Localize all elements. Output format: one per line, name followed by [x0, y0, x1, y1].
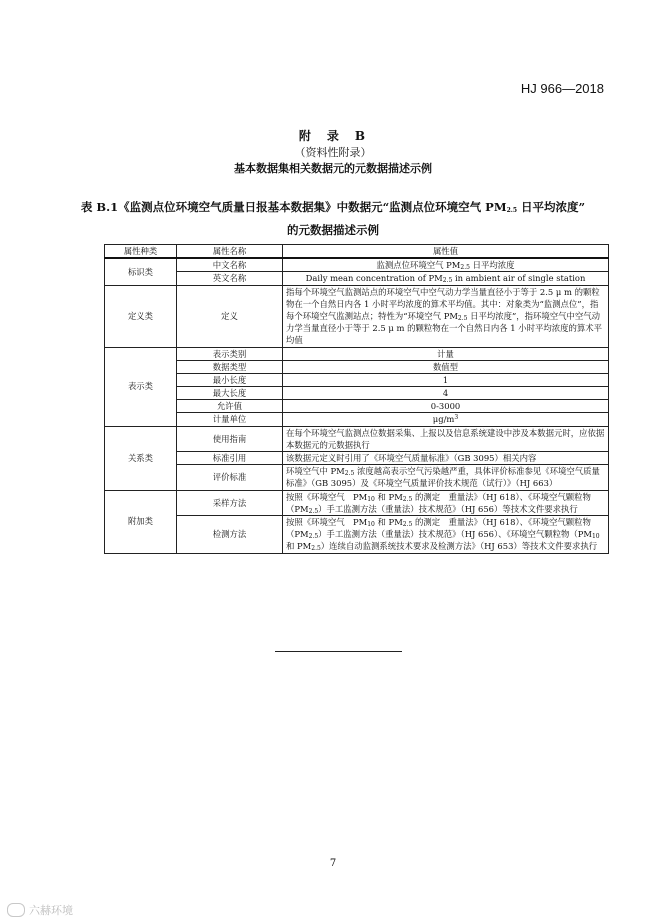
attr-value: 1 — [283, 373, 609, 386]
attr-value: 按照《环境空气 $PM_{10}$ 和 $PM_{2.5}$ 的测定 重量法》（HJ 618）、《环境空气颗粒物$(PM_{2.5})$手工监测方法（重量法）技术规范》（HJ 656）等技术文件要求执行 — [283, 490, 609, 515]
attr-value: 指每个环境空气监测站点的环境空气中空气动力学当量直径小于等于 2.5 μ m 的颗粒物在一个自然日内各 1 小时平均浓度的算术平均值。其中：对象类为“监测点位”，指每个环境空气监测站点；特性为“环境空气 $PM_{2.5}$ 日平均浓度”，指环境空气中空气动力学当量直径小于等于 2.5 μ m 的颗粒物在一个自然日内各 1 小时平均浓度的算术平均值 — [283, 285, 609, 347]
appendix-subtitle: （资料性附录） — [294, 146, 372, 159]
table-title-line2: 的元数据描述示例 — [287, 223, 379, 237]
watermark-logo-icon — [7, 903, 25, 917]
attr-name: 允许值 — [177, 400, 283, 413]
end-rule — [275, 651, 402, 652]
table-row — [105, 490, 609, 515]
table-row — [105, 413, 609, 426]
metadata-table — [104, 244, 609, 554]
table-row — [105, 347, 609, 360]
attr-name: 检测方法 — [177, 515, 283, 553]
attr-value: 数值型 — [283, 360, 609, 373]
watermark — [7, 902, 73, 918]
attr-name: 采样方法 — [177, 490, 283, 515]
table-row — [105, 387, 609, 400]
attr-name: 数据类型 — [177, 360, 283, 373]
appendix-title: 附 录 B — [298, 129, 368, 143]
table-row — [105, 360, 609, 373]
table-row — [105, 373, 609, 386]
attr-name: 使用指南 — [177, 426, 283, 451]
table-row — [105, 452, 609, 465]
attr-value: 监测点位环境空气 $PM_{2.5}$ 日平均浓度 — [283, 258, 609, 272]
category-relation: 关系类 — [105, 426, 177, 490]
attr-name: 最大长度 — [177, 387, 283, 400]
table-row — [105, 400, 609, 413]
header-attr-value: 属性值 — [283, 245, 609, 259]
watermark-text: 六赫环境 — [29, 905, 73, 917]
attr-name: 表示类别 — [177, 347, 283, 360]
attr-value: 计量 — [283, 347, 609, 360]
attr-value: 按照《环境空气 $PM_{10}$ 和 $PM_{2.5}$ 的测定 重量法》（HJ 618）、《环境空气颗粒物$(PM_{2.5})$手工监测方法（重量法）技术规范》（HJ 656）、《环境空气颗粒物（$PM_{10}$ 和 $PM_{2.5}$）连续自动监测系统技术要求及检测方法》（HJ 653）等技术文件要求执行 — [283, 515, 609, 553]
attr-value: $\mu g/m^3$ — [283, 413, 609, 426]
attr-value: 环境空气中 $PM_{2.5}$ 浓度越高表示空气污染越严重，具体评价标准参见《环境空气质量标准》（GB 3095）及《环境空气质量评价技术规范（试行）》（HJ 663） — [283, 465, 609, 490]
table-row — [105, 465, 609, 490]
table-row — [105, 272, 609, 285]
attr-name: 标准引用 — [177, 452, 283, 465]
appendix-name: 基本数据集相关数据元的元数据描述示例 — [234, 162, 432, 175]
table-row — [105, 426, 609, 451]
page-number: 7 — [329, 858, 337, 869]
header-attr-name: 属性名称 — [177, 245, 283, 259]
table-row — [105, 285, 609, 347]
attr-value: Daily mean concentration of $PM_{2.5}$ in ambient air of single station — [283, 272, 609, 285]
table-header-row — [105, 245, 609, 259]
attr-name: 最小长度 — [177, 373, 283, 386]
table-row — [105, 515, 609, 553]
attr-value: 0-3000 — [283, 400, 609, 413]
category-extra: 附加类 — [105, 490, 177, 553]
attr-value: 该数据元定义时引用了《环境空气质量标准》（GB 3095）相关内容 — [283, 452, 609, 465]
header-attr-category: 属性种类 — [105, 245, 177, 259]
attr-value: 4 — [283, 387, 609, 400]
category-represent: 表示类 — [105, 347, 177, 426]
category-define: 定义类 — [105, 285, 177, 347]
standard-code: HJ 966—2018 — [520, 81, 604, 96]
table-row — [105, 258, 609, 272]
category-identify: 标识类 — [105, 258, 177, 285]
attr-value: 在每个环境空气监测点位数据采集、上报以及信息系统建设中涉及本数据元时，应依据本数据元的元数据执行 — [283, 426, 609, 451]
attr-name: 中文名称 — [177, 258, 283, 272]
attr-name: 英文名称 — [177, 272, 283, 285]
table-title-line1: 表 B.1《监测点位环境空气质量日报基本数据集》中数据元“监测点位环境空气 $PM_{2.5}$ 日平均浓度” — [80, 200, 586, 214]
attr-name: 计量单位 — [177, 413, 283, 426]
attr-name: 定义 — [177, 285, 283, 347]
attr-name: 评价标准 — [177, 465, 283, 490]
